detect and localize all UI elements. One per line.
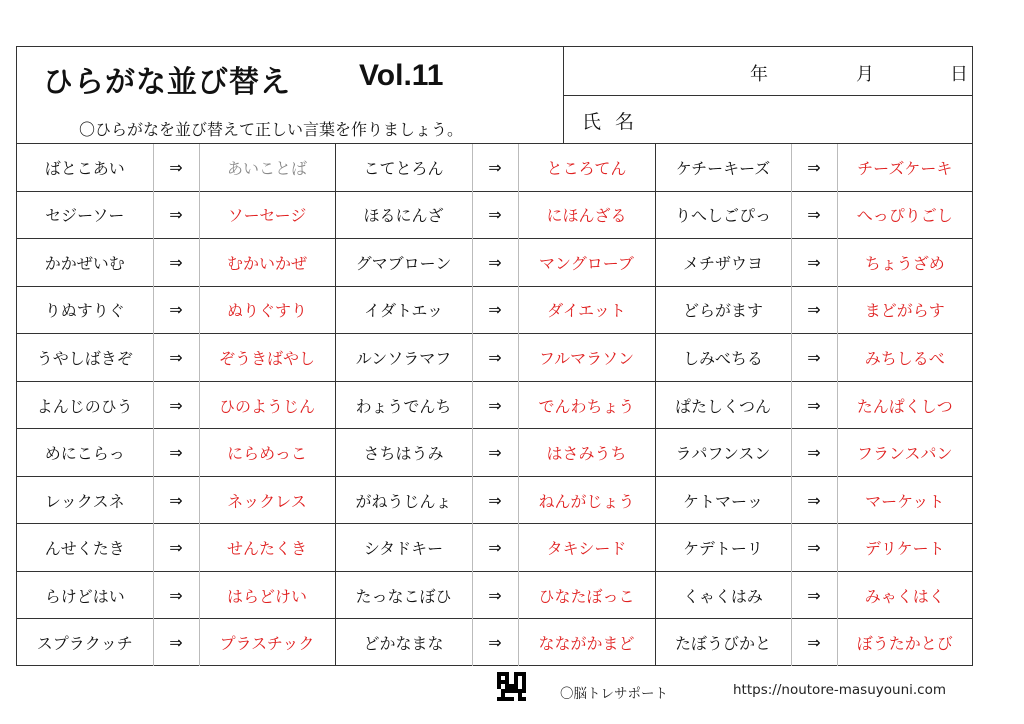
answer-word[interactable]: マングローブ [518,239,655,287]
arrow-icon: ⇒ [153,191,199,239]
scrambled-word: ケトマーッ [655,476,791,524]
table-row [17,334,972,382]
table-row [17,429,972,477]
scrambled-word: めにこらっ [17,429,153,477]
scrambled-word: シタドキー [335,524,472,572]
header-left [17,47,564,143]
arrow-icon: ⇒ [153,239,199,287]
answer-word[interactable]: たんぱくしつ [837,381,972,429]
scrambled-word: さちはうみ [335,429,472,477]
answer-word[interactable]: でんわちょう [518,381,655,429]
arrow-icon: ⇒ [791,619,837,666]
table-row [17,524,972,572]
answer-word[interactable]: へっぴりごし [837,191,972,239]
arrow-icon: ⇒ [791,286,837,334]
scrambled-word: どらがます [655,286,791,334]
instruction-text: 〇ひらがなを並び替えて正しい言葉を作りましょう。 [79,120,464,139]
table-row [17,571,972,619]
arrow-icon: ⇒ [472,476,518,524]
answer-word[interactable]: にほんざる [518,191,655,239]
answer-word[interactable]: せんたくき [199,524,335,572]
scrambled-word: たっなこぼひ [335,571,472,619]
scrambled-word: ケチーキーズ [655,144,791,192]
arrow-icon: ⇒ [791,334,837,382]
day-label: 日 [950,64,968,85]
answer-word[interactable]: みちしるべ [837,334,972,382]
arrow-icon: ⇒ [472,619,518,666]
answer-word[interactable]: タキシード [518,524,655,572]
scrambled-word: ラパフンスン [655,429,791,477]
arrow-icon: ⇒ [472,429,518,477]
example-answer[interactable]: あいことば [199,144,335,192]
worksheet [16,46,973,666]
arrow-icon: ⇒ [791,476,837,524]
scrambled-word: グマブローン [335,239,472,287]
answer-word[interactable]: ひのようじん [199,381,335,429]
scrambled-word: ほるにんざ [335,191,472,239]
answer-word[interactable]: ちょうざめ [837,239,972,287]
answer-word[interactable]: むかいかぜ [199,239,335,287]
puzzle-table [17,143,972,666]
scrambled-word: こてとろん [335,144,472,192]
table-row [17,381,972,429]
answer-word[interactable]: プラスチック [199,619,335,666]
arrow-icon: ⇒ [153,524,199,572]
scrambled-word: スプラクッチ [17,619,153,666]
scrambled-word: わょうでんち [335,381,472,429]
arrow-icon: ⇒ [472,334,518,382]
answer-word[interactable]: なながかまど [518,619,655,666]
scrambled-word: くゃくはみ [655,571,791,619]
scrambled-word: りぬすりぐ [17,286,153,334]
scrambled-word: ぱたしくつん [655,381,791,429]
answer-word[interactable]: フランスパン [837,429,972,477]
arrow-icon: ⇒ [791,524,837,572]
arrow-icon: ⇒ [472,571,518,619]
header-right [564,47,972,143]
arrow-icon: ⇒ [153,334,199,382]
table-row [17,476,972,524]
answer-word[interactable]: にらめっこ [199,429,335,477]
answer-word[interactable]: はさみうち [518,429,655,477]
answer-word[interactable]: ぞうきばやし [199,334,335,382]
scrambled-word: たぼうびかと [655,619,791,666]
answer-word[interactable]: ひなたぼっこ [518,571,655,619]
scrambled-word: りへしごぴっ [655,191,791,239]
answer-word[interactable]: みゃくはく [837,571,972,619]
arrow-icon: ⇒ [472,524,518,572]
scrambled-word: イダトエッ [335,286,472,334]
table-row [17,144,972,192]
scrambled-word: セジーソー [17,191,153,239]
arrow-icon: ⇒ [791,429,837,477]
answer-word[interactable]: まどがらす [837,286,972,334]
arrow-icon: ⇒ [472,191,518,239]
scrambled-word: レックスネ [17,476,153,524]
scrambled-word: らけどはい [17,571,153,619]
arrow-icon: ⇒ [153,476,199,524]
table-row [17,619,972,666]
volume-label: Vol.11 [359,59,444,92]
arrow-icon: ⇒ [153,429,199,477]
table-row [17,286,972,334]
answer-word[interactable]: ダイエット [518,286,655,334]
scrambled-word: ケデトーリ [655,524,791,572]
scrambled-word: よんじのひう [17,381,153,429]
answer-word[interactable]: ソーセージ [199,191,335,239]
footer-url[interactable]: https://noutore-masuyouni.com [733,682,946,698]
answer-word[interactable]: ところてん [518,144,655,192]
year-label: 年 [750,64,768,85]
answer-word[interactable]: はらどけい [199,571,335,619]
answer-word[interactable]: ぼうたかとび [837,619,972,666]
arrow-icon: ⇒ [791,191,837,239]
answer-word[interactable]: デリケート [837,524,972,572]
answer-word[interactable]: チーズケーキ [837,144,972,192]
scrambled-word: かかぜいむ [17,239,153,287]
arrow-icon: ⇒ [472,239,518,287]
name-field[interactable]: 氏 名 [582,111,639,133]
table-row [17,239,972,287]
scrambled-word: がねうじんょ [335,476,472,524]
scrambled-word: しみべちる [655,334,791,382]
answer-word[interactable]: ぬりぐすり [199,286,335,334]
arrow-icon: ⇒ [791,571,837,619]
table-row [17,191,972,239]
arrow-icon: ⇒ [153,144,199,192]
arrow-icon: ⇒ [472,286,518,334]
arrow-icon: ⇒ [791,144,837,192]
arrow-icon: ⇒ [153,381,199,429]
answer-word[interactable]: ネックレス [199,476,335,524]
scrambled-word: メチザウヨ [655,239,791,287]
month-label: 月 [856,64,874,85]
qr-code-icon[interactable] [497,672,526,701]
scrambled-word: どかなまな [335,619,472,666]
scrambled-word: んせくたき [17,524,153,572]
arrow-icon: ⇒ [791,239,837,287]
answer-word[interactable]: ねんがじょう [518,476,655,524]
arrow-icon: ⇒ [791,381,837,429]
scrambled-word: うやしばきぞ [17,334,153,382]
arrow-icon: ⇒ [472,381,518,429]
arrow-icon: ⇒ [153,619,199,666]
answer-word[interactable]: フルマラソン [518,334,655,382]
arrow-icon: ⇒ [153,286,199,334]
date-field[interactable] [564,47,972,96]
arrow-icon: ⇒ [472,144,518,192]
page-title: ひらがな並び替え [43,65,291,100]
scrambled-word: ばとこあい [17,144,153,192]
answer-word[interactable]: マーケット [837,476,972,524]
arrow-icon: ⇒ [153,571,199,619]
footer-brand: 〇脳トレサポート [560,686,668,702]
scrambled-word: ルンソラマフ [335,334,472,382]
